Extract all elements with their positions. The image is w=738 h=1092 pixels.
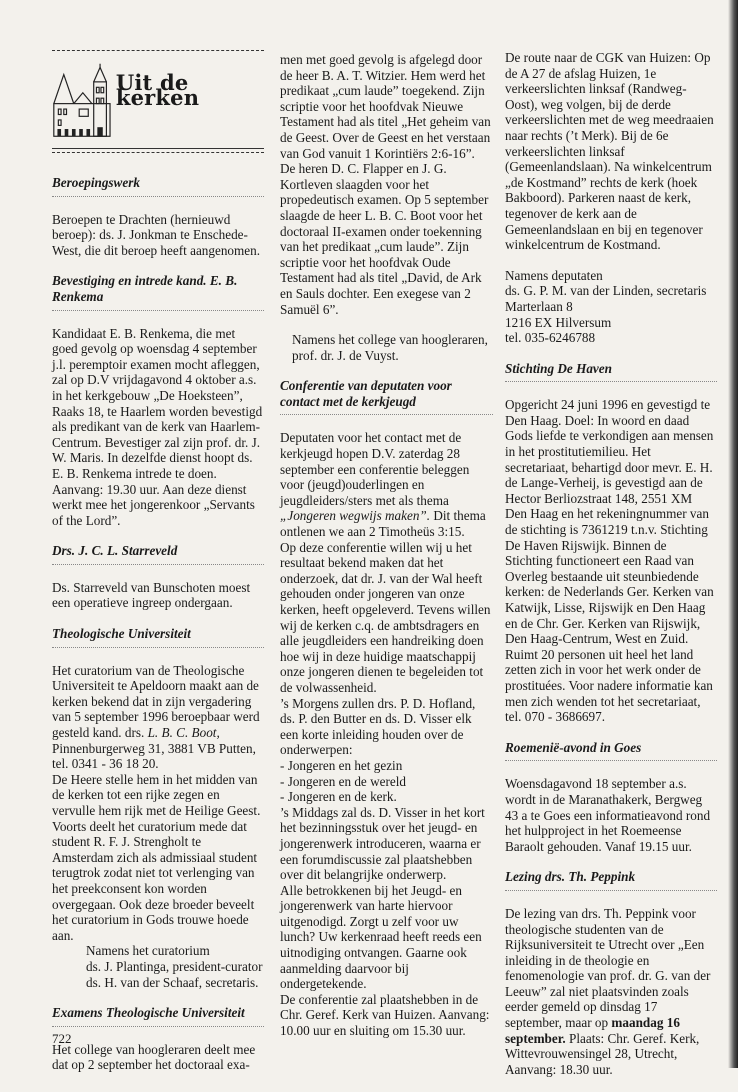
heading-theologische-universiteit: Theologische Universiteit — [52, 626, 264, 648]
paragraph-de-haven: Opgericht 24 juni 1996 en gevestigd te Den Haag. Doel: In woord en daad Gods liefde te verkondigen aan mensen in het prostitutiemilieu. Het secretariaat, behartigd door mevr. E. H. de Lange-Verheij, is gevestigd aan de Hector Berliozstraat 148, 2551 XM Den Haag en het rekeningnummer van de stichting is 7361219 t.n.v. Stichting De Haven Rijswijk. Binnen de Stichting functioneert een Raad van Overleg bestaande uit steunbiedende kerken: de Nederlands Ger. Kerken van Katwijk, Lisse, Rijswijk en Den Haag en de Chr. Ger. Kerken van Rijswijk, Den Haag-Centrum, West en Zuid. Ruimt 20 personen uit heel het land zetten zich in voor het werk onder de prostituées. Voor nadere informatie kan men zich wenden tot het secretariaat, tel. 070 - 3686697. — [505, 397, 714, 725]
section-logo — [52, 58, 264, 142]
section-title: Uit de kerken — [115, 69, 200, 111]
deputaten-address-1: Namens deputaten — [505, 267, 603, 283]
paragraph-conf-4: ’s Middags zal ds. D. Visser in het kort het bezinningsstuk over het jeugd- en jongerenwerk introduceren, waarna er een forumdiscussie zal plaatshebben over dit belangrijke onderwerp. — [280, 804, 485, 883]
page-number: 722 — [52, 1031, 72, 1046]
conf-text-b: Dit thema ontlenen we aan 2 Timotheüs 3:15. — [280, 508, 486, 540]
deputaten-phone: tel. 035-6246788 — [505, 330, 596, 346]
heading-de-haven: Stichting De Haven — [505, 361, 717, 383]
heading-roemenie: Roemenië-avond in Goes — [505, 740, 717, 762]
heading-examens: Examens Theologische Universiteit — [52, 1005, 264, 1027]
paragraph-exam-result-2: De heren D. C. Flapper en J. G. Kortleven slaagden voor het propedeutisch examen. Op 5 september slaagde de heer L. B. C. Boot voor het doctoraal II-examen onder toekenning van het predikaat „cum laude”. Zijn scriptie voor het hoofdvak Oude Testament had als titel „David, de Ark en Sauls dochter. Een exegese van 2 Samuël 6”. — [280, 161, 489, 317]
peppink-text-a: De lezing van drs. Th. Peppink voor theologische studenten van de Rijksuniversiteit te Utrecht over „Een inleiding in de theologie en fenomenologie van prof. dr. G. van der Leeuw” zal niet plaatsvinden zoals eerder gemeld op dinsdag 17 september, maar op — [505, 905, 711, 1031]
logo-rule — [52, 148, 264, 149]
paragraph-exam-result: men met goed gevolg is afgelegd door de heer B. A. T. Witzier. Hem werd het predikaat „cum laude” toegekend. Zijn scriptie voor het hoofdvak Nieuwe Testament had als titel „Het geheim van de Geest. Over de Geest en het verstaan van God vanuit 1 Korintiërs 2:6-16”. — [280, 52, 491, 161]
paragraph-route: De route naar de CGK van Huizen: Op de A 27 de afslag Huizen, 1e verkeerslichten linksaf (Randweg-Oost), weg volgen, bij de derde verkeerslichten met de weg meedraaien naar rechts (’t Merk). Bij de 6e verkeerslichten linksaf (Gemeenlandslaan). Na winkelcentrum „de Kostmand” rechts de kerk (hoek Bakboord). Parkeren naast de kerk, tegenover de kerk aan de Gemeenlandslaan en bij en tegenover winkelcentrum de Kostmand. — [505, 50, 714, 253]
deputaten-address-4: 1216 EX Hilversum — [505, 314, 612, 330]
conf-theme: „Jongeren wegwijs maken”. — [280, 508, 431, 524]
paragraph-conf-1 — [280, 430, 493, 539]
column-right — [505, 50, 717, 1092]
church-icon — [52, 58, 112, 142]
paragraph-conf-3: ’s Morgens zullen drs. P. D. Hofland, ds. P. den Butter en ds. D. Visser elk een korte inleiding houden over de onderwerpen: — [280, 695, 476, 758]
paragraph-conf-2: Op deze conferentie willen wij u het resultaat bekend maken dat het onderzoek, dat dr. J. van der Wal heeft gehouden onder jongeren van onze kerken, heeft opgeleverd. Tevens willen wij de kerken c.q. de ambtsdragers en alle jeugdleiders een handreiking doen hoe wij in deze huidige maatschappij onze jongeren dienen te begeleiden tot de volwassenheid. — [280, 539, 491, 695]
college-signature: Namens het college van hoogleraren, — [292, 332, 488, 348]
deputaten-address-2: ds. G. P. M. van der Linden, secretaris — [505, 283, 707, 299]
tu-text-b: Pinnenburgerweg 31, 3881 VB Putten, tel. 0341 - 36 18 20. — [52, 740, 256, 772]
paragraph-tu-1 — [52, 663, 264, 772]
heading-bevestiging: Bevestiging en intrede kand. E. B. Renkema — [52, 273, 264, 310]
conf-text-a: Deputaten voor het contact met de kerkjeugd hopen D.V. zaterdag 28 september een conferentie beleggen voor (jeugd)ouderlingen en jeugdleiders/sters met als thema — [280, 430, 470, 508]
paragraph-conf-6: De conferentie zal plaatshebben in de Chr. Geref. Kerk van Huizen. Aanvang: 10.00 uur en sluiting om 15.30 uur. — [280, 991, 490, 1039]
logo-rule-dashed — [52, 152, 264, 153]
paragraph-beroepingswerk: Beroepen te Drachten (hernieuwd beroep): ds. J. Jonkman te Enschede-West, die dit beroep heeft aangenomen. — [52, 211, 261, 258]
peppink-text-b: Plaats: Chr. Geref. Kerk, Wittevrouwensingel 28, Utrecht, Aanvang: 18.30 uur. — [505, 1030, 700, 1077]
column-middle — [280, 52, 493, 1039]
paragraph-examens: Het college van hoogleraren deelt mee dat op 2 september het doctoraal exa- — [52, 1041, 256, 1073]
conf-topic-3: - Jongeren en de kerk. — [280, 789, 397, 805]
college-signature-name: prof. dr. J. de Vuyst. — [292, 347, 399, 363]
peppink-date: maandag 16 september. — [505, 1015, 680, 1046]
paragraph-bevestiging: Kandidaat E. B. Renkema, die met goed gevolg op woensdag 4 september j.l. peremptoir examen mocht afleggen, zal op D.V vrijdagavond 4 oktober a.s. in het kerkgebouw „De Hoeksteen”, Raaks 18, te Haarlem worden bevestigd als predikant van de kerk van Haarlem-Centrum. Bevestiger zal zijn prof. dr. J. W. Maris. In dezelfde dienst hoopt ds. E. B. Renkema intrede te doen. Aanvang: 19.30 uur. Aan deze dienst werkt mee het jongerenkoor „Servants of the Lord”. — [52, 325, 263, 528]
top-rule — [52, 50, 264, 51]
heading-beroepingswerk: Beroepingswerk — [52, 175, 264, 197]
heading-peppink: Lezing drs. Th. Peppink — [505, 869, 717, 891]
paragraph-peppink — [505, 906, 717, 1078]
conf-topic-1: - Jongeren en het gezin — [280, 757, 403, 773]
tu-text-a: Het curatorium van de Theologische Universiteit te Apeldoorn maakt aan de kerken bekend dat in zijn vergadering van 5 september 1996 beroepbaar werd gesteld kand. drs. — [52, 662, 260, 741]
heading-conferentie: Conferentie van deputaten voor contact met de kerkjeugd — [280, 378, 493, 415]
page-edge-shadow — [728, 0, 738, 1068]
deputaten-address-3: Marterlaan 8 — [505, 298, 573, 314]
tu-signature: Namens het curatorium — [86, 943, 210, 959]
conf-topic-2: - Jongeren en de wereld — [280, 773, 406, 789]
paragraph-starreveld: Ds. Starreveld van Bunschoten moest een operatieve ingreep ondergaan. — [52, 579, 251, 611]
heading-starreveld: Drs. J. C. L. Starreveld — [52, 543, 264, 565]
paragraph-roemenie: Woensdagavond 18 september a.s. wordt in de Maranathakerk, Bergweg 43 a te Goes een informatieavond rond het hulpproject in het Roemeense Baraolt gehouden. Vanaf 19.15 uur. — [505, 776, 711, 854]
tu-signature-secretary: ds. H. van der Schaaf, secretaris. — [86, 974, 259, 990]
paragraph-tu-2: De Heere stelle hem in het midden van de kerken tot een rijke zegen en vervulle hem rijk met de Heilige Geest. Voorts deelt het curatorium mede dat student R. F. J. Strengholt te Amsterdam zich als admissiaal student terugtrok zodat niet tot verlenging van het preekconsent kon worden overgegaan. Ook deze broeder beveelt het curatorium in Gods trouwe hoede aan. — [52, 771, 261, 943]
tu-candidate-name: L. B. C. Boot, — [147, 725, 220, 741]
column-left — [52, 50, 264, 1088]
paragraph-conf-5: Alle betrokkenen bij het Jeugd- en jongerenwerk van harte hiervoor uitgenodigd. Zorgt u zelf voor uw lunch? Uw kerkenraad heeft reeds een uitnodiging ontvangen. Gaarne ook aanmelding daarvoor bij ondergetekende. — [280, 882, 482, 992]
tu-signature-president: ds. J. Plantinga, president-curator — [86, 958, 263, 974]
